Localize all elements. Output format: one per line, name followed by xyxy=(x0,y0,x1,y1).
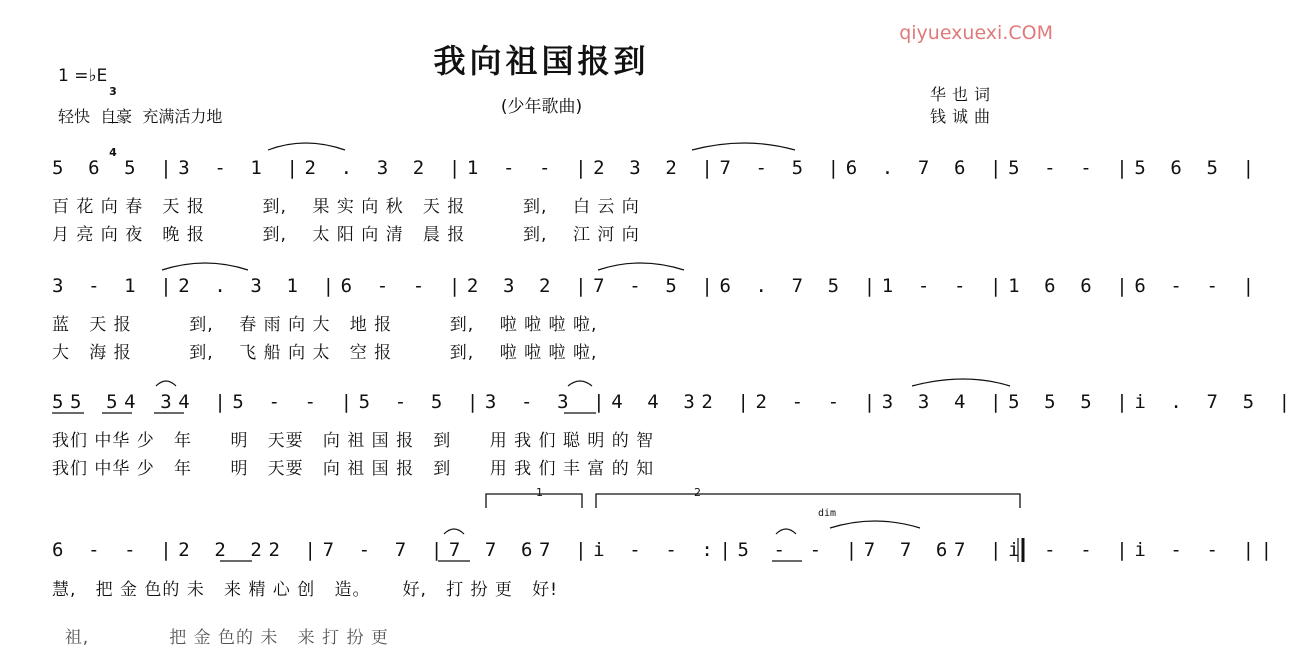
volta-bracket-1 xyxy=(486,494,582,508)
notation-line-4: 6 - - |2 2 22 |7 - 7 |7 7 67 |i - - :|5 - - |7 7 67 |i - - |i - - || xyxy=(52,539,1279,561)
slur-mark xyxy=(830,521,920,528)
song-title: 我向祖国报到 xyxy=(433,42,650,80)
slur-mark xyxy=(776,529,796,534)
key-signature: 1 =♭E xyxy=(58,66,108,86)
notation-line-3: 55 54 34 |5 - - |5 - 5 |3 - 3 |4 4 32 |2 - - |3 3 4 |5 5 5 |i . 7 5 | xyxy=(52,391,1297,413)
lyrics-line-3-verse-2: 我们 中华 少 年 明 天要 向 祖 国 报 到 用 我 们 丰 富 的 知 xyxy=(52,459,655,479)
volta-2-label: 2 xyxy=(694,486,701,499)
slur-mark xyxy=(268,143,345,150)
slur-mark xyxy=(162,263,248,270)
slur-mark xyxy=(444,529,464,534)
lyrics-line-4-verse-1: 慧, 把 金 色的 未 来 精 心 创 造。 好, 打 扮 更 好! xyxy=(52,580,558,600)
notation-line-2: 3 - 1 |2 . 3 1 |6 - - |2 3 2 |7 - 5 |6 . 7 5 |1 - - |1 6 6 |6 - - | xyxy=(52,275,1261,297)
slur-mark xyxy=(156,381,176,386)
lyrics-line-4-prefix: 祖, xyxy=(64,628,90,648)
notation-line-1: 5 6 5 |3 - 1 |2 . 3 2 |1 - - |2 3 2 |7 - 5 |6 . 7 6 |5 - - |5 6 5 | xyxy=(52,157,1261,179)
meter-top: 3 xyxy=(109,85,117,98)
lyrics-line-2-verse-1: 蓝 天 报 到, 春 雨 向 大 地 报 到, 啦 啦 啦 啦, xyxy=(52,315,598,335)
slur-mark xyxy=(912,379,1010,386)
volta-1-label: 1 xyxy=(536,486,543,499)
slur-mark xyxy=(568,381,592,386)
meter-bottom: 4 xyxy=(109,146,117,159)
slur-mark xyxy=(692,143,795,150)
dynamic-marking: dim xyxy=(818,508,837,519)
song-subtitle: (少年歌曲) xyxy=(500,97,583,117)
lyrics-line-1-verse-1: 百 花 向 春 天 报 到, 果 实 向 秋 天 报 到, 白 云 向 xyxy=(52,197,640,217)
lyrics-line-3-verse-1: 我们 中华 少 年 明 天要 向 祖 国 报 到 用 我 们 聪 明 的 智 xyxy=(52,431,655,451)
site-watermark: qiyuexuexi.COM xyxy=(899,22,1053,44)
lyrics-line-1-verse-2: 月 亮 向 夜 晚 报 到, 太 阳 向 清 晨 报 到, 江 河 向 xyxy=(52,225,640,245)
lyrics-line-2-verse-2: 大 海 报 到, 飞 船 向 太 空 报 到, 啦 啦 啦 啦, xyxy=(52,343,598,363)
slur-mark xyxy=(598,263,684,270)
lyrics-line-4-text: 把 金 色的 未 来 打 扮 更 xyxy=(169,628,389,648)
volta-bracket-2 xyxy=(596,494,1020,508)
tempo-marking: 轻快 自豪 充满活力地 xyxy=(58,107,223,126)
composer-credit: 钱诚曲 xyxy=(930,107,997,126)
lyricist-credit: 华也词 xyxy=(930,85,997,104)
